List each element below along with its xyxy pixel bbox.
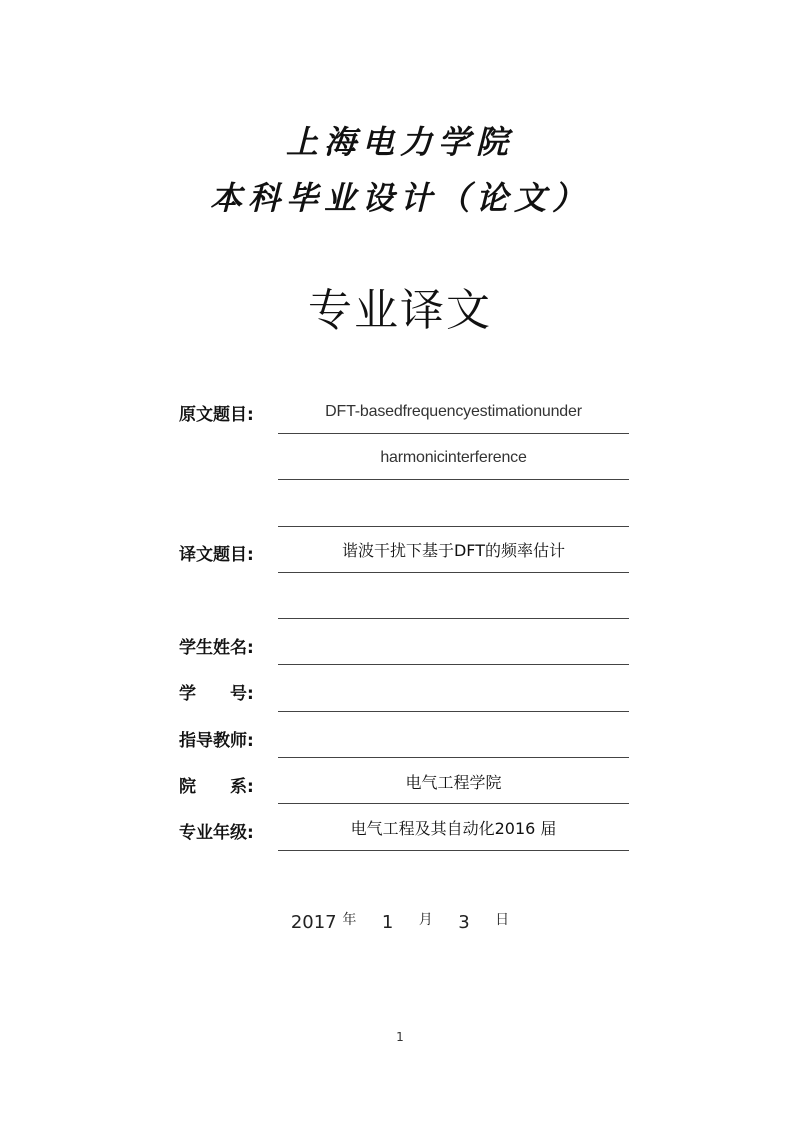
advisor-label: 指导教师:: [179, 731, 254, 751]
date-year: 2017: [290, 912, 337, 933]
date-day-char: 日: [495, 912, 510, 928]
translated-title: 谐波干扰下基于DFT的频率估计: [341, 541, 566, 560]
department-underline: [278, 803, 629, 804]
translated-title-underline-2: [278, 618, 629, 619]
major-label: 专业年级:: [179, 823, 254, 843]
translated-title-label: 译文题目:: [179, 545, 254, 565]
date-year-char: 年: [342, 912, 357, 928]
date-day: 3: [458, 912, 470, 933]
page-number: 1: [396, 1030, 404, 1044]
original-title-underline-2: [278, 479, 629, 480]
major-value: 电气工程及其自动化2016 届: [350, 819, 557, 838]
student-name-underline: [278, 664, 629, 665]
advisor-underline: [278, 757, 629, 758]
student-id-underline: [278, 711, 629, 712]
original-title-line1: DFT-basedfrequencyestimationunder: [325, 403, 582, 420]
date: [0, 906, 800, 937]
original-title-label: 原文题目:: [179, 405, 254, 425]
department-value: 电气工程学院: [405, 773, 502, 792]
document-title: 专业译文: [308, 285, 492, 336]
original-title-underline-1: [278, 433, 629, 434]
student-name-label: 学生姓名:: [179, 638, 254, 658]
major-underline: [278, 850, 629, 851]
original-title-line2: harmonicinterference: [380, 449, 527, 466]
thesis-type: 本科毕业设计（论文）: [209, 179, 590, 217]
date-month: 1: [381, 912, 394, 933]
original-title-underline-3: [278, 526, 629, 527]
translated-title-underline-1: [278, 572, 629, 573]
student-id-label: 学 号:: [179, 684, 254, 704]
school-name: 上海电力学院: [285, 123, 514, 161]
date-month-char: 月: [418, 912, 433, 928]
department-label: 院 系:: [179, 777, 254, 797]
